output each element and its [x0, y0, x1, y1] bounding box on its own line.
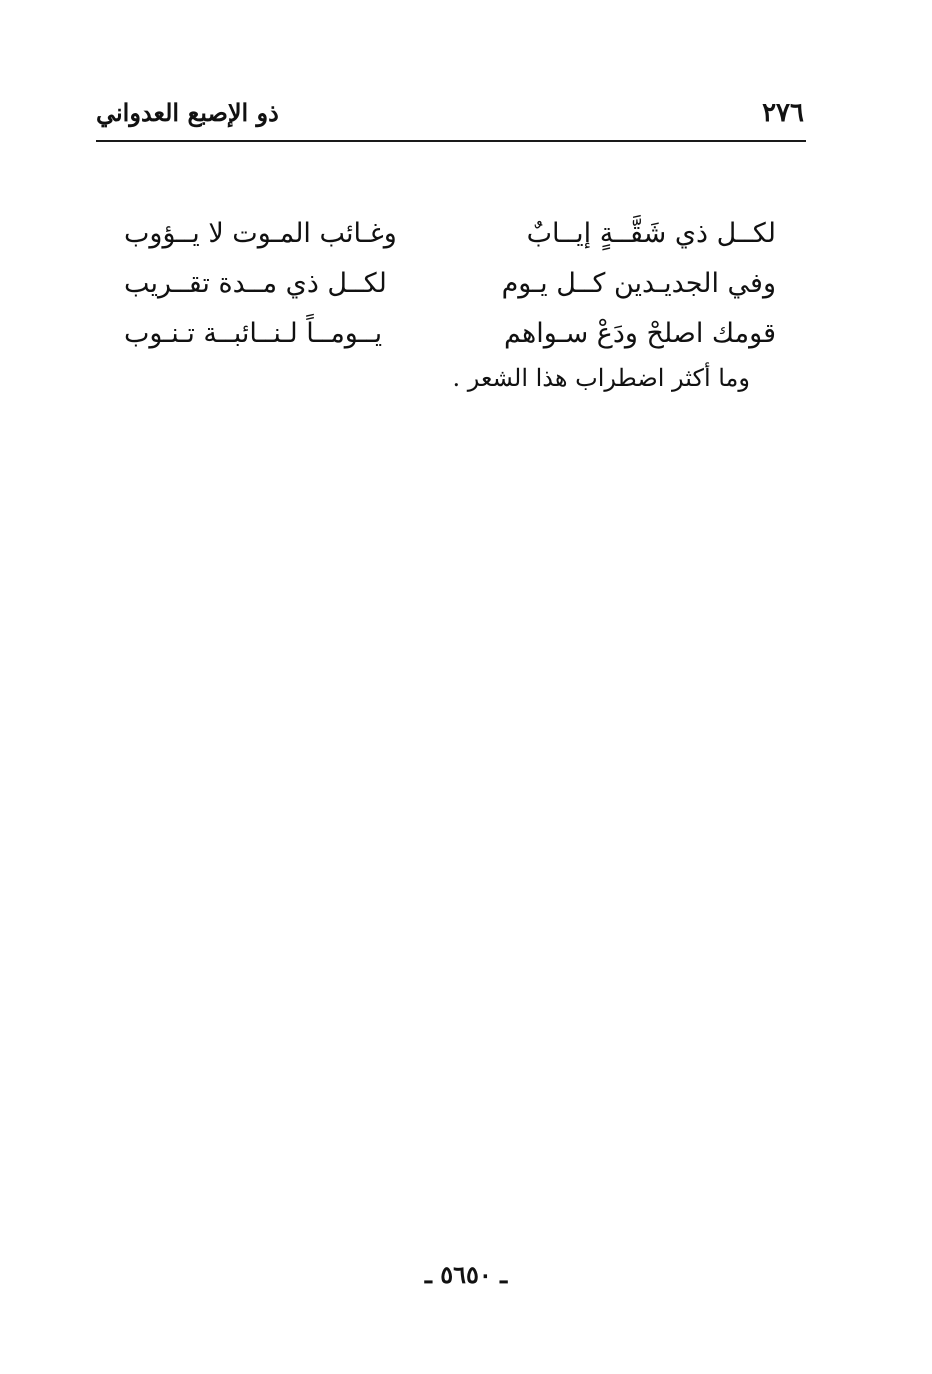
page-number: ٢٧٦	[762, 98, 804, 128]
running-title: ذو الإصبع العدواني	[96, 98, 279, 127]
verse-line	[124, 308, 776, 358]
poem-block	[124, 208, 776, 358]
editor-note: وما أكثر اضطراب هذا الشعر .	[452, 364, 750, 392]
verse-first-hemistich: قومك اصلحْ ودَعْ سـواهم	[504, 317, 776, 349]
page-footer-marker: ـ ٥٦٥٠ ـ	[424, 1260, 508, 1289]
verse-first-hemistich: لكــل ذي شَقَّــةٍ إيــابٌ	[526, 217, 776, 249]
verse-line	[124, 258, 776, 308]
page-header	[96, 96, 806, 142]
verse-second-hemistich: لكــل ذي مــدة تقــريب	[124, 267, 387, 299]
verse-second-hemistich: وغـائب المـوت لا يــؤوب	[124, 217, 397, 249]
verse-second-hemistich: يــومــاً لـنــائبــة تـنـوب	[124, 317, 383, 349]
verse-first-hemistich: وفي الجديـدين كــل يـوم	[501, 267, 776, 299]
verse-line	[124, 208, 776, 258]
